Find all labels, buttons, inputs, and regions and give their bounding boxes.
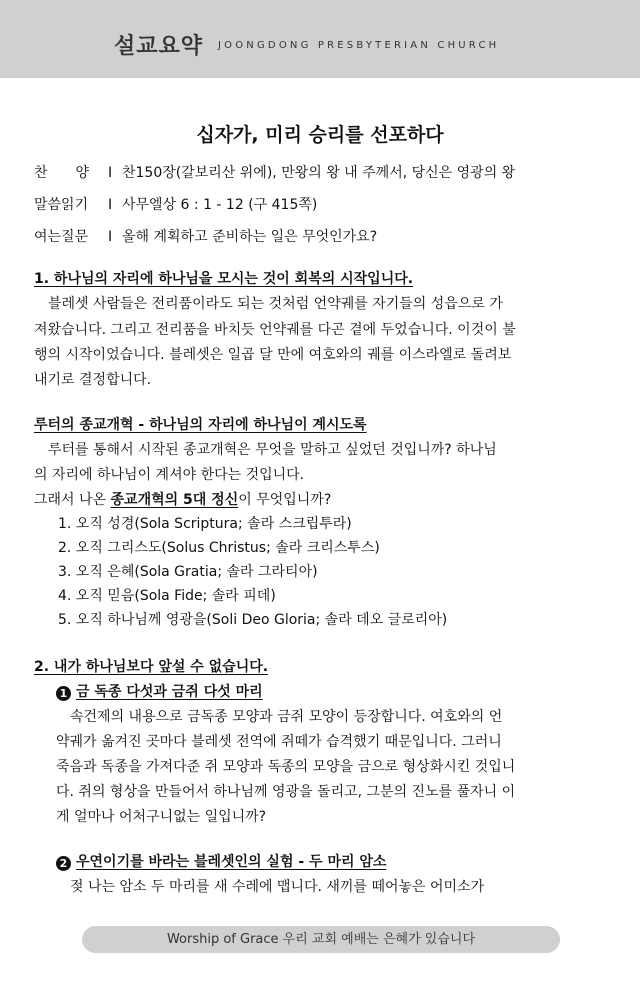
info-value: 사무엘상 6 : 1 - 12 (구 415쪽) [122,197,318,213]
church-name: JOONGDONG PRESBYTERIAN CHURCH [218,40,500,51]
info-separator: I [108,165,113,181]
five-solas-question [34,489,600,509]
sola-item: 4. 오직 믿음(Sola Fide; 솔라 피데) [58,588,276,604]
info-value: 올해 계획하고 준비하는 일은 무엇인가요? [122,229,378,245]
info-row-question [34,226,377,246]
sola-item: 1. 오직 성경(Sola Scriptura; 솔라 스크립투라) [58,516,352,532]
subsection1-title: 금 독종 다섯과 금쥐 다섯 마리 [76,684,263,700]
body-line: 의 자리에 하나님이 계셔야 한다는 것입니다. [34,467,305,483]
info-row-hymn [34,162,515,182]
question-prefix: 그래서 나온 [34,492,111,508]
sola-item: 5. 오직 하나님께 영광을(Soli Deo Gloria; 솔라 데오 글로리아) [58,612,448,628]
info-row-reading [34,194,317,214]
sermon-title: 십자가, 미리 승리를 선포하다 [196,124,444,146]
section1-heading: 1. 하나님의 자리에 하나님을 모시는 것이 회복의 시작입니다. [34,271,414,287]
subsection2-title: 우연이기를 바라는 블레셋인의 실험 - 두 마리 암소 [76,854,387,870]
body-line: 블레셋 사람들은 전리품이라도 되는 것처럼 언약궤를 자기들의 성읍으로 가 [34,296,503,312]
question-suffix: 이 무엇입니까? [238,492,332,508]
body-line: 루터를 통해서 시작된 종교개혁은 무엇을 말하고 싶었던 것입니까? 하나님 [34,442,497,458]
info-separator: I [108,197,113,213]
info-label: 찬 양 [34,165,90,181]
sola-item: 2. 오직 그리스도(Solus Christus; 솔라 크리스투스) [58,540,380,556]
header-bar [0,0,640,78]
subsection1-heading [56,681,622,701]
question-emphasis: 종교개혁의 5대 정신 [110,492,239,508]
section2-heading: 2. 내가 하나님보다 앞설 수 없습니다. [34,659,269,675]
info-label: 여는질문 [34,229,89,245]
number-bullet: 1 [56,686,71,701]
body-line: 게 얼마나 어처구니없는 일입니까? [56,809,267,825]
luther-heading: 루터의 종교개혁 - 하나님의 자리에 하나님이 계시도록 [34,417,367,433]
body-line: 약궤가 옮겨진 곳마다 블레셋 전역에 쥐떼가 습격했기 때문입니다. 그러니 [56,734,502,750]
body-line: 죽음과 독종을 가져다준 쥐 모양과 독종의 모양을 금으로 형상화시킨 것입니 [56,759,516,775]
number-bullet: 2 [56,856,71,871]
body-line: 행의 시작이었습니다. 블레셋은 일곱 달 만에 여호와의 궤를 이스라엘로 돌려보 [34,347,512,363]
header-title: 설교요약 [114,34,204,59]
subsection2-heading [56,851,622,871]
body-line: 다. 쥐의 형상을 만들어서 하나님께 영광을 돌리고, 그분의 진노를 풀자니 이 [56,784,516,800]
footer-banner: Worship of Grace 우리 교회 예배는 은혜가 있습니다 [82,926,560,953]
body-line: 젖 나는 암소 두 마리를 새 수레에 맵니다. 새끼를 떼어놓은 어미소가 [56,879,485,895]
body-line: 내기로 결정합니다. [34,372,152,388]
info-separator: I [108,229,113,245]
body-line: 져왔습니다. 그리고 전리품을 바치듯 언약궤를 다곤 곁에 두었습니다. 이것이 불 [34,322,516,338]
info-label: 말씀읽기 [34,197,89,213]
sola-item: 3. 오직 은혜(Sola Gratia; 솔라 그라티아) [58,564,318,580]
info-value: 찬150장(갈보리산 위에), 만왕의 왕 내 주께서, 당신은 영광의 왕 [122,165,516,181]
body-line: 속건제의 내용으로 금독종 모양과 금쥐 모양이 등장합니다. 여호와의 언 [56,709,503,725]
